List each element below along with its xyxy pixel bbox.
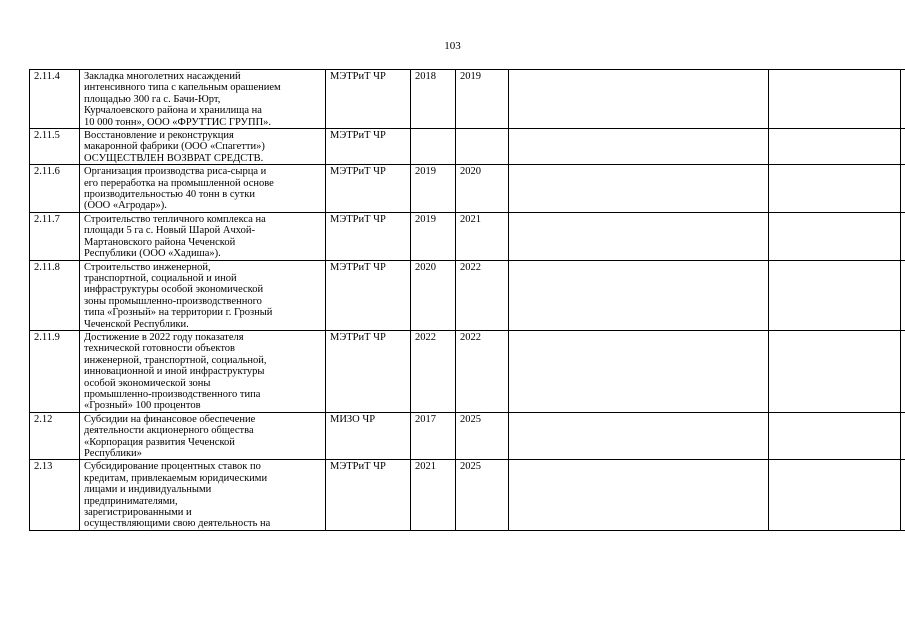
row-empty-cell (901, 70, 905, 129)
row-year-start-cell: 2020 (411, 260, 456, 330)
description-line: предпринимателями, (84, 495, 178, 507)
description-line: кредитам, привлекаемым юридическими (84, 472, 268, 484)
description-line: (ООО «Агродар»). (84, 200, 167, 212)
row-empty-cell (769, 330, 901, 412)
row-empty-cell (769, 412, 901, 460)
row-empty-cell (901, 129, 905, 165)
row-year-start-cell: 2019 (411, 212, 456, 260)
row-description-cell (80, 260, 326, 330)
table-row (30, 165, 905, 213)
page-number: 103 (444, 40, 461, 52)
table-row (30, 412, 905, 460)
row-empty-cell (509, 460, 769, 530)
row-empty-cell (509, 260, 769, 330)
description-line: площади 5 га с. Новый Шарой Ачхой- (84, 225, 255, 237)
row-year-end-cell: 2022 (456, 330, 509, 412)
description-line: Строительство инженерной, (84, 261, 211, 273)
row-year-end-cell: 2025 (456, 460, 509, 530)
description-line: Чеченской Республики. (84, 318, 189, 330)
row-empty-cell (769, 165, 901, 213)
description-line: лицами и индивидуальными (84, 484, 212, 496)
row-executor-cell: МЭТРиТ ЧР (326, 165, 411, 213)
description-line: его переработка на промышленной основе (84, 177, 274, 189)
description-line: Организация производства риса-сырца и (84, 166, 267, 178)
table-row (30, 330, 905, 412)
row-empty-cell (769, 212, 901, 260)
row-empty-cell (901, 460, 905, 530)
row-empty-cell (509, 165, 769, 213)
row-description-cell (80, 330, 326, 412)
row-empty-cell (509, 330, 769, 412)
description-line: промышленно-производственного типа (84, 388, 261, 400)
row-year-start-cell: 2021 (411, 460, 456, 530)
description-line: особой экономической зоны (84, 377, 211, 389)
row-empty-cell (901, 412, 905, 460)
description-line: «Корпорация развития Чеченской (84, 436, 235, 448)
row-empty-cell (901, 260, 905, 330)
description-line: Мартановского района Чеченской (84, 236, 236, 248)
row-empty-cell (509, 412, 769, 460)
description-line: Субсидии на финансовое обеспечение (84, 413, 256, 425)
row-executor-cell: МЭТРиТ ЧР (326, 460, 411, 530)
description-line: площадью 300 га с. Бачи-Юрт, (84, 93, 221, 105)
row-executor-cell: МЭТРиТ ЧР (326, 129, 411, 165)
description-line: макаронной фабрики (ООО «Спагетти») (84, 141, 265, 153)
row-year-end-cell (456, 129, 509, 165)
row-empty-cell (509, 129, 769, 165)
table-body (30, 70, 905, 531)
row-number-cell: 2.11.8 (30, 260, 80, 330)
row-number-cell: 2.11.4 (30, 70, 80, 129)
table-row (30, 212, 905, 260)
description-line: зарегистрированными и (84, 507, 192, 519)
table-row (30, 460, 905, 530)
row-description-cell (80, 165, 326, 213)
row-number-cell: 2.11.5 (30, 129, 80, 165)
description-line: зоны промышленно-производственного (84, 295, 262, 307)
row-empty-cell (509, 212, 769, 260)
row-description-cell (80, 212, 326, 260)
row-executor-cell: МИЗО ЧР (326, 412, 411, 460)
row-executor-cell: МЭТРиТ ЧР (326, 260, 411, 330)
row-number-cell: 2.11.9 (30, 330, 80, 412)
description-line: Достижение в 2022 году показателя (84, 331, 244, 343)
row-description-cell (80, 460, 326, 530)
row-description-cell (80, 129, 326, 165)
row-empty-cell (509, 70, 769, 129)
description-line: транспортной, социальной и иной (84, 272, 237, 284)
row-description-cell (80, 412, 326, 460)
row-number-cell: 2.11.7 (30, 212, 80, 260)
row-year-end-cell: 2022 (456, 260, 509, 330)
description-line: инфраструктуры особой экономической (84, 284, 264, 296)
table-row (30, 260, 905, 330)
row-executor-cell: МЭТРиТ ЧР (326, 330, 411, 412)
table-row (30, 129, 905, 165)
description-line: «Грозный» 100 процентов (84, 400, 201, 412)
row-executor-cell: МЭТРиТ ЧР (326, 212, 411, 260)
description-line: Республики (ООО «Хадиша»). (84, 248, 221, 260)
description-line: инженерной, транспортной, социальной, (84, 354, 267, 366)
description-line: деятельности акционерного общества (84, 425, 254, 437)
row-year-start-cell: 2022 (411, 330, 456, 412)
row-year-start-cell (411, 129, 456, 165)
row-empty-cell (769, 70, 901, 129)
description-line: 10 000 тонн», ООО «ФРУТТИС ГРУПП». (84, 116, 272, 128)
description-line: Закладка многолетних насаждений (84, 71, 241, 82)
row-year-end-cell: 2021 (456, 212, 509, 260)
row-year-start-cell: 2018 (411, 70, 456, 129)
description-line: интенсивного типа с капельным орашением (84, 82, 281, 94)
description-line: ОСУЩЕСТВЛЕН ВОЗВРАТ СРЕДСТВ. (84, 152, 264, 164)
row-empty-cell (901, 330, 905, 412)
description-line: Субсидирование процентных ставок по (84, 461, 261, 473)
row-empty-cell (901, 212, 905, 260)
row-executor-cell: МЭТРиТ ЧР (326, 70, 411, 129)
row-description-cell (80, 70, 326, 129)
row-number-cell: 2.12 (30, 412, 80, 460)
description-line: Республики» (84, 448, 142, 459)
row-empty-cell (769, 129, 901, 165)
description-line: Восстановление и реконструкция (84, 130, 234, 142)
description-line: типа «Грозный» на территории г. Грозный (84, 307, 273, 319)
row-number-cell: 2.11.6 (30, 165, 80, 213)
row-empty-cell (769, 260, 901, 330)
description-line: инновационной и иной инфраструктуры (84, 366, 265, 378)
row-number-cell: 2.13 (30, 460, 80, 530)
description-line: осуществляющими свою деятельность на (84, 518, 271, 530)
description-line: производительностью 40 тонн в сутки (84, 189, 255, 201)
row-empty-cell (769, 460, 901, 530)
row-year-end-cell: 2025 (456, 412, 509, 460)
table-row (30, 70, 905, 129)
row-year-start-cell: 2017 (411, 412, 456, 460)
row-year-end-cell: 2020 (456, 165, 509, 213)
description-line: Строительство тепличного комплекса на (84, 213, 266, 225)
program-table (29, 69, 905, 531)
row-year-start-cell: 2019 (411, 165, 456, 213)
row-empty-cell (901, 165, 905, 213)
description-line: технической готовности объектов (84, 343, 236, 355)
row-year-end-cell: 2019 (456, 70, 509, 129)
description-line: Курчалоевского района и хранилища на (84, 105, 262, 117)
